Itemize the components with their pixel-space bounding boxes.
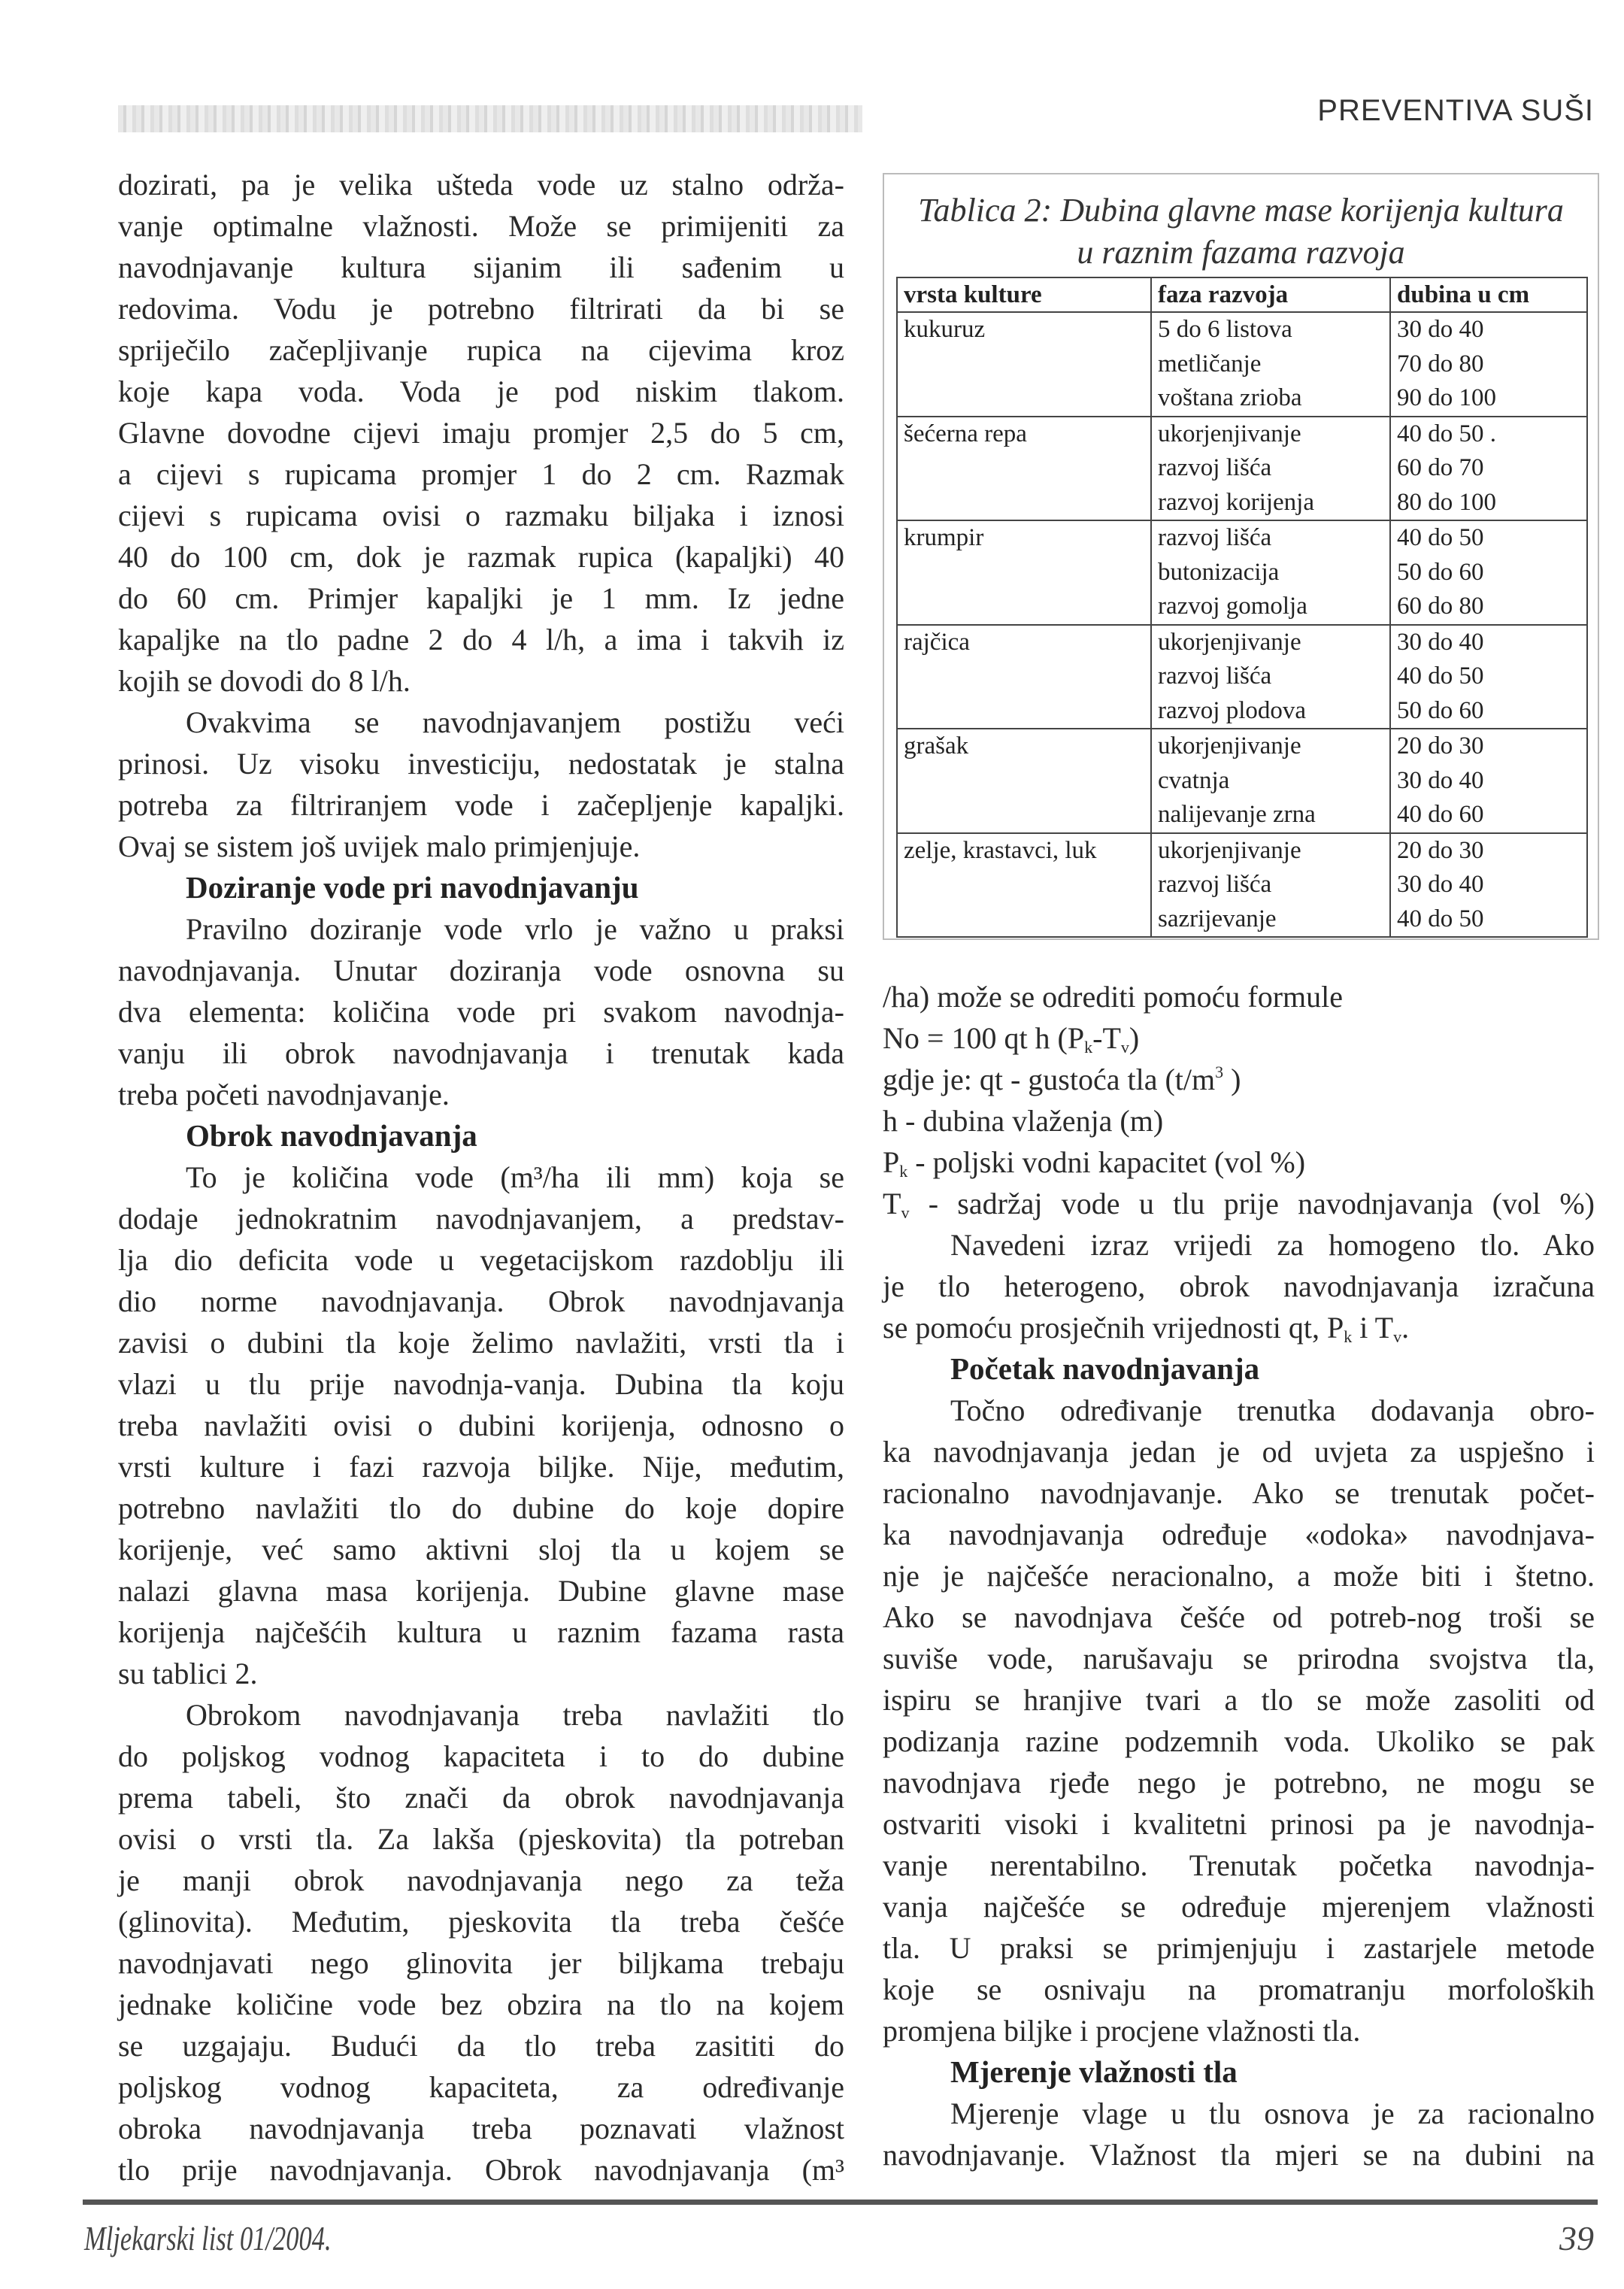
- depth: 40 do 50 .: [1397, 420, 1496, 447]
- text-line: ka navodnjavanja određuje «odoka» navodnjava-: [883, 1517, 1595, 1551]
- phase: razvoj plodova: [1158, 696, 1307, 724]
- phase: voštana zrioba: [1158, 384, 1302, 411]
- table-row: [897, 312, 1587, 417]
- subscript: k: [899, 1162, 908, 1181]
- text-segment: - sadržaj vode u tlu prije navodnjavanja (vol %): [909, 1187, 1595, 1220]
- text-line: [883, 1183, 1595, 1224]
- header-decorative-bar: [118, 105, 862, 132]
- text-segment: No = 100 qt h (P: [883, 1021, 1085, 1055]
- crop-name: grašak: [904, 732, 969, 759]
- depth: 20 do 30: [1397, 732, 1484, 759]
- text-line: 40 do 100 cm, dok je razmak rupica (kapaljki) 40: [118, 540, 844, 574]
- crop-name: krumpir: [904, 524, 984, 551]
- text-line: dodaje jednokratnim navodnjavanjem, a predstav-: [118, 1202, 844, 1235]
- text-line: [883, 1307, 1595, 1348]
- text-line: Navedeni izraz vrijedi za homogeno tlo. Ako: [950, 1228, 1595, 1262]
- text-line: do poljskog vodnog kapaciteta i to do dubine: [118, 1739, 844, 1773]
- text-segment: .: [1401, 1311, 1410, 1345]
- text-line: vlazi u tlu prije navodnja-vanja. Dubina tla koju: [118, 1367, 844, 1401]
- section-title: PREVENTIVA SUŠI: [1317, 94, 1594, 127]
- table-box: [883, 173, 1599, 940]
- text-line: nje je najčešće neracionalno, a može biti i štetno.: [883, 1559, 1595, 1593]
- text-line: jednake količine vode bez obzira na tlo na kojem: [118, 1987, 844, 2021]
- table-caption-line-2: u raznim fazama razvoja: [1077, 234, 1405, 271]
- header-crop: vrsta kulture: [897, 277, 1151, 312]
- text-line: navodnjavati nego glinovita jer biljkama trebaju: [118, 1946, 844, 1980]
- text-line: prema tabeli, što znači da obrok navodnjavanja: [118, 1781, 844, 1815]
- phase-cell: [1151, 833, 1390, 938]
- text-line: do 60 cm. Primjer kapaljki je 1 mm. Iz jedne: [118, 581, 844, 615]
- text-segment: -T: [1092, 1021, 1121, 1055]
- table-row: [897, 625, 1587, 729]
- text-line: korijenja najčešćih kultura u raznim fazama rasta: [118, 1615, 844, 1649]
- phase: 5 do 6 listova: [1158, 316, 1292, 343]
- section-heading: Mjerenje vlažnosti tla: [950, 2054, 1238, 2089]
- superscript: 3: [1215, 1063, 1224, 1081]
- phase: cvatnja: [1158, 766, 1230, 794]
- text-line: a cijevi s rupicama promjer 1 do 2 cm. Razmak: [118, 457, 844, 491]
- text-line: vanje nerentabilno. Trenutak početka navodnja-: [883, 1848, 1595, 1882]
- text-line: ispiru se hranjive tvari a tlo se može zasoliti od: [883, 1683, 1595, 1717]
- phase: razvoj gomolja: [1158, 593, 1307, 620]
- phase: razvoj lišća: [1158, 662, 1272, 690]
- depth-cell: [1390, 833, 1587, 938]
- phase: razvoj lišća: [1158, 524, 1272, 551]
- subscript: k: [1344, 1327, 1353, 1346]
- text-line: poljskog vodnog kapaciteta, za određivanje: [118, 2070, 844, 2104]
- phase-cell: [1151, 729, 1390, 833]
- subscript: v: [1120, 1038, 1129, 1057]
- phase: razvoj lišća: [1158, 454, 1272, 481]
- phase: ukorjenjivanje: [1158, 420, 1301, 447]
- depth: 30 do 40: [1397, 628, 1484, 656]
- text-line: su tablici 2.: [118, 1657, 258, 1690]
- depth-cell: [1390, 625, 1587, 729]
- table-row: [897, 520, 1587, 625]
- table-header-row: [897, 277, 1587, 312]
- phase: butonizacija: [1158, 558, 1280, 586]
- depth: 70 do 80: [1397, 350, 1484, 377]
- table-row: [897, 833, 1587, 938]
- text-segment: se pomoću prosječnih vrijednosti qt, P: [883, 1311, 1344, 1345]
- text-line: koje se osnivaju na promatranju morfoloških: [883, 1972, 1595, 2006]
- text-line: podizanja razine podzemnih voda. Ukoliko se pak: [883, 1724, 1595, 1758]
- text-line: redovima. Vodu je potrebno filtrirati da bi se: [118, 292, 844, 326]
- phase-cell: [1151, 417, 1390, 521]
- crop-cell: [897, 312, 1151, 417]
- phase: metličanje: [1158, 350, 1262, 377]
- text-line: suviše vode, narušavaju se prirodna svojstva tla,: [883, 1642, 1595, 1675]
- text-line: Točno određivanje trenutka dodavanja obro-: [950, 1393, 1595, 1427]
- text-line: prinosi. Uz visoku investiciju, nedostatak je stalna: [118, 747, 844, 781]
- text-line: promjena biljke i procjene vlažnosti tla.: [883, 2014, 1361, 2048]
- text-line: dozirati, pa je velika ušteda vode uz stalno održa-: [118, 168, 844, 202]
- text-line: cijevi s rupicama ovisi o razmaku biljaka i iznosi: [118, 499, 844, 532]
- text-line: vanju ili obrok navodnjavanja i trenutak kada: [118, 1036, 844, 1070]
- text-line: navodnjava rjeđe nego je potrebno, ne mogu se: [883, 1766, 1595, 1799]
- phase: ukorjenjivanje: [1158, 836, 1301, 864]
- text-segment: ): [1129, 1021, 1140, 1055]
- root-depth-table: [896, 277, 1588, 938]
- phase: razvoj korijenja: [1158, 488, 1314, 516]
- text-line: Ako se navodnjava češće od potreb-nog troši se: [883, 1600, 1595, 1634]
- text-line: Ovaj se sistem još uvijek malo primjenjuje.: [118, 829, 641, 863]
- depth: 60 do 70: [1397, 454, 1484, 481]
- text-line: potreba za filtriranjem vode i začepljenje kapaljki.: [118, 788, 844, 822]
- text-line: navodnjavanje kultura sijanim ili sađenim u: [118, 250, 844, 284]
- text-line: racionalno navodnjavanje. Ako se trenutak počet-: [883, 1476, 1595, 1510]
- text-line: vrsti kulture i fazi razvoja biljke. Nije, međutim,: [118, 1450, 844, 1484]
- crop-cell: [897, 520, 1151, 625]
- phase: razvoj lišća: [1158, 871, 1272, 898]
- depth: 40 do 50: [1397, 905, 1484, 932]
- crop-name: kukuruz: [904, 316, 986, 343]
- depth: 20 do 30: [1397, 836, 1484, 864]
- subscript: v: [1393, 1327, 1402, 1346]
- depth-cell: [1390, 312, 1587, 417]
- text-line: Obrokom navodnjavanja treba navlažiti tlo: [186, 1698, 844, 1732]
- depth: 50 do 60: [1397, 558, 1484, 586]
- left-text-column: [118, 164, 844, 2190]
- text-line: ostvariti visoki i kvalitetni prinosi pa je navodnja-: [883, 1807, 1595, 1841]
- depth: 40 do 50: [1397, 662, 1484, 690]
- depth: 50 do 60: [1397, 696, 1484, 724]
- text-line: dva elementa: količina vode pri svakom navodnja-: [118, 995, 844, 1029]
- text-line: [883, 1059, 1595, 1100]
- table-row: [897, 729, 1587, 833]
- text-line: ka navodnjavanja jedan je od uvjeta za uspješno i: [883, 1435, 1595, 1469]
- text-line: je manji obrok navodnjavanja nego za teža: [118, 1863, 844, 1897]
- text-line: lja dio deficita vode u vegetacijskom razdoblju ili: [118, 1243, 844, 1277]
- phase-cell: [1151, 520, 1390, 625]
- text-line: [883, 1017, 1595, 1059]
- table-caption-line-1: Tablica 2: Dubina glavne mase korijenja kultura: [918, 192, 1564, 229]
- text-line: To je količina vode (m³/ha ili mm) koja se: [186, 1160, 844, 1194]
- footer-journal: Mljekarski list 01/2004.: [84, 2219, 332, 2257]
- section-heading: Početak navodnjavanja: [950, 1351, 1260, 1386]
- table-row: [897, 417, 1587, 521]
- text-line: vanje optimalne vlažnosti. Može se primijeniti za: [118, 209, 844, 243]
- depth-cell: [1390, 520, 1587, 625]
- text-line: spriječilo začepljivanje rupica na cijevima kroz: [118, 333, 844, 367]
- phase: sazrijevanje: [1158, 905, 1277, 932]
- crop-name: zelje, krastavci, luk: [904, 836, 1097, 864]
- text-line: ovisi o vrsti tla. Za lakša (pjeskovita) tla potreban: [118, 1822, 844, 1856]
- text-line: se uzgajaju. Budući da tlo treba zasititi do: [118, 2029, 844, 2063]
- text-line: dio norme navodnjavanja. Obrok navodnjavanja: [118, 1284, 844, 1318]
- phase: ukorjenjivanje: [1158, 628, 1301, 656]
- text-segment: T: [883, 1187, 901, 1220]
- header-depth: dubina u cm: [1390, 277, 1587, 312]
- depth: 30 do 40: [1397, 766, 1484, 794]
- text-line: /ha) može se odrediti pomoću formule: [883, 980, 1344, 1014]
- text-line: treba navlažiti ovisi o dubini korijenja, odnosno o: [118, 1408, 844, 1442]
- text-line: nalazi glavna masa korijenja. Dubine glavne mase: [118, 1574, 844, 1608]
- depth-cell: [1390, 417, 1587, 521]
- depth: 80 do 100: [1397, 488, 1496, 516]
- phase-cell: [1151, 312, 1390, 417]
- text-line: vanja najčešće se određuje mjerenjem vlažnosti: [883, 1890, 1595, 1924]
- depth: 60 do 80: [1397, 593, 1484, 620]
- crop-cell: [897, 417, 1151, 521]
- footer-rule: [83, 2200, 1598, 2205]
- phase: nalijevanje zrna: [1158, 801, 1316, 828]
- text-line: h - dubina vlaženja (m): [883, 1104, 1164, 1138]
- text-line: je tlo heterogeno, obrok navodnjavanja izračuna: [883, 1269, 1595, 1303]
- right-text-column: [883, 976, 1595, 2175]
- depth: 40 do 60: [1397, 801, 1484, 828]
- crop-cell: [897, 625, 1151, 729]
- text-segment: ): [1223, 1063, 1241, 1096]
- section-heading: Obrok navodnjavanja: [186, 1118, 477, 1153]
- text-line: Glavne dovodne cijevi imaju promjer 2,5 do 5 cm,: [118, 416, 844, 450]
- subscript: v: [901, 1203, 910, 1222]
- phase: ukorjenjivanje: [1158, 732, 1301, 759]
- depth: 30 do 40: [1397, 316, 1484, 343]
- text-line: zavisi o dubini tla koje želimo navlažiti, vrsti tla i: [118, 1326, 844, 1360]
- text-line: koje kapa voda. Voda je pod niskim tlakom.: [118, 374, 844, 408]
- depth: 30 do 40: [1397, 871, 1484, 898]
- phase-cell: [1151, 625, 1390, 729]
- text-line: Mjerenje vlage u tlu osnova je za racionalno: [950, 2096, 1595, 2130]
- text-line: navodnjavanje. Vlažnost tla mjeri se na dubini na: [883, 2138, 1595, 2172]
- text-line: potrebno navlažiti tlo do dubine do koje dopire: [118, 1491, 844, 1525]
- depth: 40 do 50: [1397, 524, 1484, 551]
- crop-name: rajčica: [904, 628, 970, 656]
- text-line: kapaljke na tlo padne 2 do 4 l/h, a ima i takvih iz: [118, 623, 844, 656]
- depth-cell: [1390, 729, 1587, 833]
- subscript: k: [1084, 1038, 1093, 1057]
- text-line: obroka navodnjavanja treba poznavati vlažnost: [118, 2112, 844, 2145]
- text-segment: P: [883, 1145, 900, 1179]
- crop-name: šećerna repa: [904, 420, 1027, 447]
- text-segment: - poljski vodni kapacitet (vol %): [907, 1145, 1306, 1179]
- text-line: korijenje, već samo aktivni sloj tla u kojem se: [118, 1533, 844, 1566]
- text-line: Pravilno doziranje vode vrlo je važno u praksi: [186, 912, 844, 946]
- crop-cell: [897, 833, 1151, 938]
- header-phase: faza razvoja: [1151, 277, 1390, 312]
- text-line: tlo prije navodnjavanja. Obrok navodnjavanja (m³: [118, 2153, 844, 2187]
- text-line: Ovakvima se navodnjavanjem postižu veći: [186, 705, 844, 739]
- text-line: [883, 1141, 1595, 1183]
- text-line: tla. U praksi se primjenjuju i zastarjele metode: [883, 1931, 1595, 1965]
- text-line: navodnjavanja. Unutar doziranja vode osnovna su: [118, 953, 844, 987]
- text-segment: i T: [1352, 1311, 1394, 1345]
- text-line: (glinovita). Međutim, pjeskovita tla treba češće: [118, 1905, 844, 1939]
- text-line: treba početi navodnjavanje.: [118, 1078, 450, 1111]
- text-line: kojih se dovodi do 8 l/h.: [118, 664, 411, 698]
- section-heading: Doziranje vode pri navodnjavanju: [186, 870, 639, 905]
- depth: 90 do 100: [1397, 384, 1496, 411]
- text-segment: gdje je: qt - gustoća tla (t/m: [883, 1063, 1216, 1096]
- crop-cell: [897, 729, 1151, 833]
- page-number: 39: [1559, 2219, 1594, 2257]
